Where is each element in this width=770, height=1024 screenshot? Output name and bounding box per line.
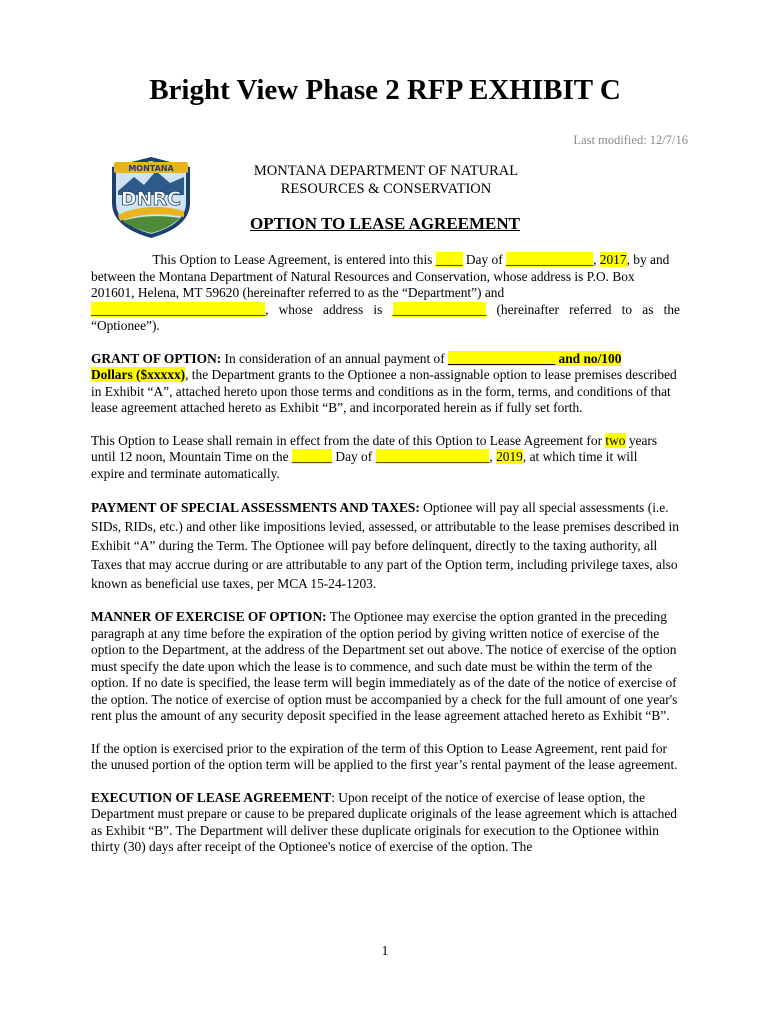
grant-heading: GRANT OF OPTION: (91, 350, 222, 366)
agreement-title: OPTION TO LEASE AGREEMENT (249, 214, 521, 233)
dollars-amount: Dollars ($xxxxx) (91, 367, 186, 382)
department-name (236, 162, 536, 198)
document-body (91, 252, 680, 872)
page-number: 1 (381, 943, 389, 958)
manner-of-exercise-paragraph: MANNER OF EXERCISE OF OPTION: The Optionee may exercise the option granted in the preceding paragraph at any time before the expiration of the option period by giving written notice of exercise of the option to the Department, at the address of the Department set out above. The notice of exercise of the option must specify the date upon which the lease is to commence, and such date must be within the term of the option. If no date is specified, the lease term will begin immediately as of the date of the notice of exercise of the option. The notice of exercise of option must be accompanied by a check for the full amount of one year's rent plus the amount of any security deposit specified in the lease agreement attached hereto as Exhibit “B”. (91, 609, 678, 723)
blank-address: ______________ (392, 301, 487, 317)
department-line-2: RESOURCES & CONSERVATION (280, 181, 492, 197)
blank-month: _____________ (506, 252, 594, 267)
intro-paragraph: This Option to Lease Agreement, is entered into this ____ Day of _____________, 2017, by and between the Montana Department of Natural Resources and Conservation, whose address is P.O. Box 201601, Helena, MT 59620 (hereinafter referred to as the “Department”) and __________________________, whose address is ______________ (hereinafter referred to as the “Optionee”). (91, 252, 680, 333)
blank-optionee: __________________________ (91, 301, 266, 317)
execution-heading: EXECUTION OF LEASE AGREEMENT (91, 789, 332, 805)
manner-heading: MANNER OF EXERCISE OF OPTION: (91, 609, 327, 624)
payment-amount-blank: ________________ and no/100 (448, 350, 622, 366)
option-term-paragraph: This Option to Lease shall remain in effect from the date of this Option to Lease Agreement for two years until 12 noon, Mountain Time on the ______ Day of _________________, 2019, at which time it will expire and terminate automatically. (91, 432, 658, 481)
taxes-paragraph: PAYMENT OF SPECIAL ASSESSMENTS AND TAXES: Optionee will pay all special assessments (i.e. SIDs, RIDs, etc.) and other like impositions levied, assessed, or attributable to the lease premises described in Exhibit “A” during the Term. The Optionee will pay before delinquent, directly to the taxing authority, all Taxes that may accrue during or are attributable to any part of the Option term, including privilege taxes, also known as beneficial use taxes, per MCA 15-24-1203. (91, 500, 679, 591)
grant-of-option-paragraph: GRANT OF OPTION: In consideration of an annual payment of ________________ and no/100 Dollars ($xxxxx), the Department grants to the Optionee a non-assignable option to lease premises described in Exhibit “A”, attached hereto upon those terms and conditions as in the form, terms, and conditions of that lease agreement attached hereto as Exhibit “B”, and incorporated herein as if fully set forth. (91, 350, 677, 415)
year-2017: 2017 (599, 252, 627, 267)
term-blank-month: _________________ (375, 449, 490, 464)
logo-main-text: DNRC (120, 188, 182, 210)
blank-day: ____ (435, 252, 463, 267)
logo-top-text: MONTANA (128, 164, 174, 173)
last-modified-note: Last modified: 12/7/16 (573, 133, 688, 147)
document-title: Bright View Phase 2 RFP EXHIBIT C (149, 74, 621, 106)
term-blank-day: ______ (291, 449, 333, 464)
department-line-1: MONTANA DEPARTMENT OF NATURAL (253, 163, 519, 179)
execution-paragraph: EXECUTION OF LEASE AGREEMENT: Upon receipt of the notice of exercise of lease option, the Department must prepare or cause to be prepared duplicate originals of the lease agreement which is attached as Exhibit “B”. The Department will deliver these duplicate originals for execution to the Optionee within thirty (30) days after receipt of the Optionee's notice of exercise of the option. The (91, 789, 677, 854)
prior-exercise-paragraph: If the option is exercised prior to the expiration of the term of this Option to Lease Agreement, rent paid for the unused portion of the option term will be applied to the first year’s rental payment of the lease agreement. (91, 740, 678, 772)
years-word: two (605, 432, 626, 448)
year-2019: 2019 (496, 449, 523, 464)
taxes-heading: PAYMENT OF SPECIAL ASSESSMENTS AND TAXES: (91, 500, 420, 515)
